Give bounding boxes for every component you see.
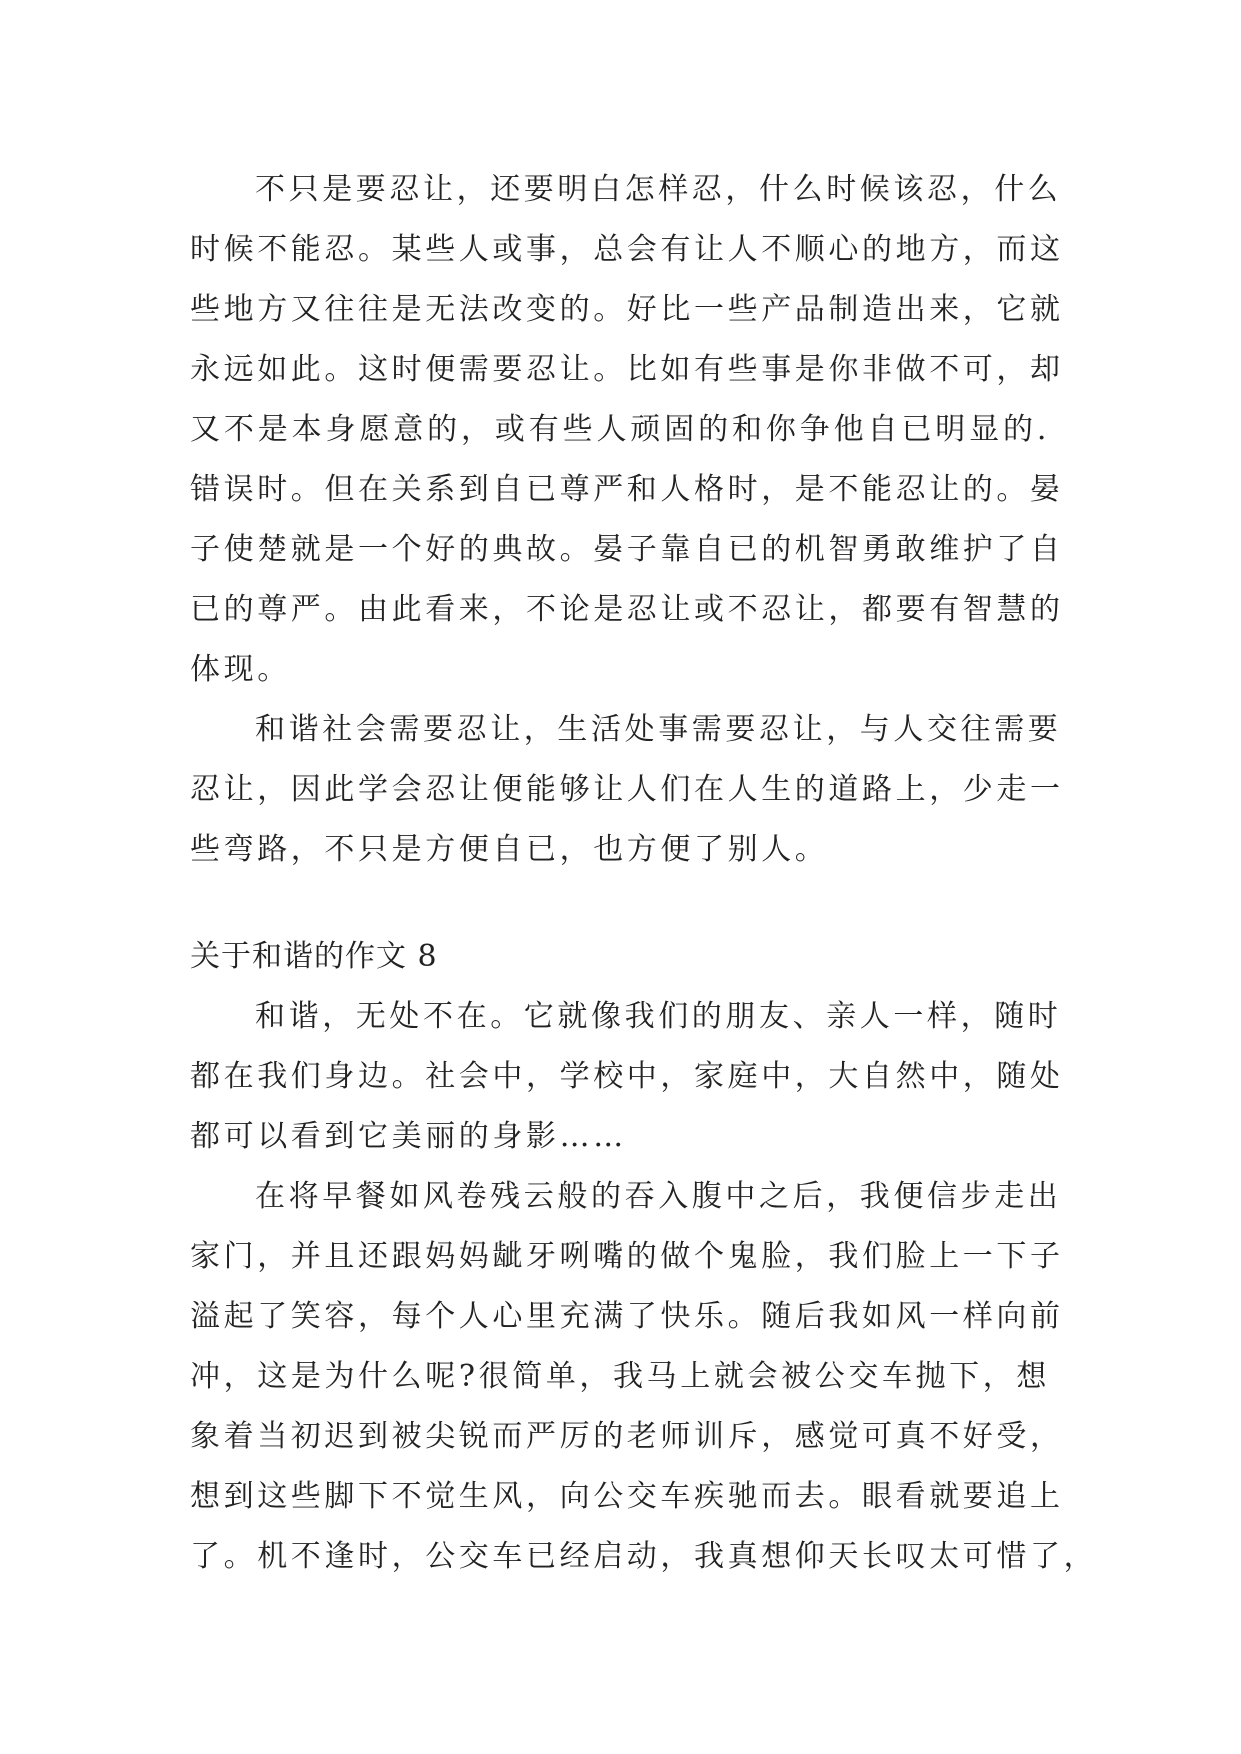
paragraph-line: 都可以看到它美丽的身影…… [190, 1119, 627, 1154]
paragraph-line: 和谐社会需要忍让，生活处事需要忍让，与人交往需要 [255, 712, 1062, 747]
paragraph-line: 溢起了笑容，每个人心里充满了快乐。随后我如风一样向前 [190, 1299, 1064, 1334]
paragraph-line: 都在我们身边。社会中，学校中，家庭中，大自然中，随处 [190, 1059, 1064, 1094]
paragraph-line: 些地方又往往是无法改变的。好比一些产品制造出来，它就 [190, 292, 1064, 327]
paragraph-line: 冲，这是为什么呢?很简单，我马上就会被公交车抛下，想 [190, 1359, 1050, 1394]
paragraph-line: 和谐，无处不在。它就像我们的朋友、亲人一样，随时 [255, 999, 1062, 1034]
paragraph-line: 了。机不逢时，公交车已经启动，我真想仰天长叹太可惜了， [190, 1539, 1098, 1574]
paragraph-line: 些弯路，不只是方便自已，也方便了别人。 [190, 832, 829, 867]
section-heading: 关于和谐的作文 8 [190, 939, 438, 974]
paragraph-line: 体现。 [190, 652, 291, 687]
paragraph-line: 已的尊严。由此看来，不论是忍让或不忍让，都要有智慧的 [190, 592, 1064, 627]
paragraph-line: 时候不能忍。某些人或事，总会有让人不顺心的地方，而这 [190, 232, 1064, 267]
paragraph-line: 在将早餐如风卷残云般的吞入腹中之后，我便信步走出 [255, 1179, 1062, 1214]
paragraph-line: 永远如此。这时便需要忍让。比如有些事是你非做不可，却 [190, 352, 1064, 387]
paragraph-line: 忍让，因此学会忍让便能够让人们在人生的道路上，少走一 [190, 772, 1064, 807]
paragraph-line: 子使楚就是一个好的典故。晏子靠自已的机智勇敢维护了自 [190, 532, 1064, 567]
paragraph-line: 错误时。但在关系到自已尊严和人格时，是不能忍让的。晏 [190, 472, 1064, 507]
paragraph-line: 象着当初迟到被尖锐而严厉的老师训斥，感觉可真不好受， [190, 1419, 1064, 1454]
paragraph-line: 想到这些脚下不觉生风，向公交车疾驰而去。眼看就要追上 [190, 1479, 1064, 1514]
paragraph-line: 又不是本身愿意的，或有些人顽固的和你争他自已明显的. [190, 412, 1050, 447]
paragraph-line: 家门，并且还跟妈妈龇牙咧嘴的做个鬼脸，我们脸上一下子 [190, 1239, 1064, 1274]
paragraph-line: 不只是要忍让，还要明白怎样忍，什么时候该忍，什么 [255, 172, 1062, 207]
